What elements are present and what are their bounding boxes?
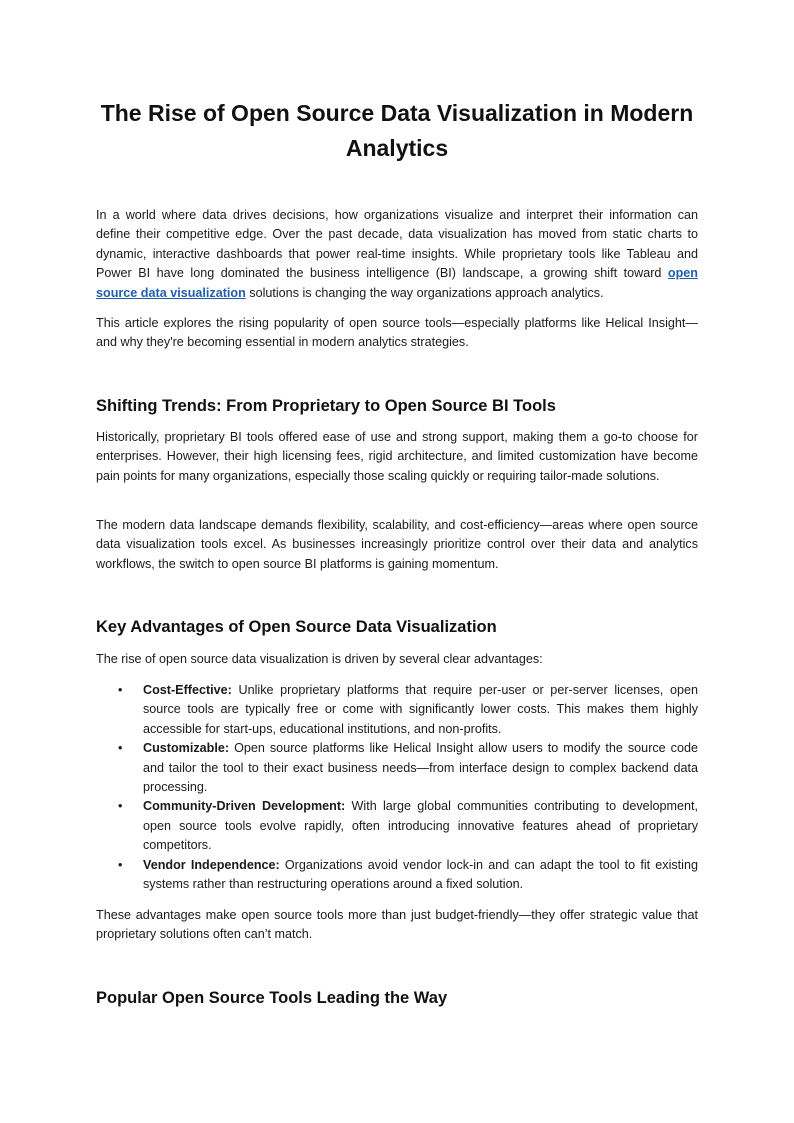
section1-p2-text: The modern data landscape demands flexibility, scalability, and cost-efficiency—areas where open source data visualization tools excel. As businesses increasingly prioritize control over their data and analytics workflows, the switch to open source BI platforms is gaining momentum. [96, 518, 698, 571]
list-item [96, 856, 698, 895]
section1-paragraph-1 [96, 428, 698, 486]
section2-outro [96, 906, 698, 945]
open-source-data-visualization-link[interactable]: open source data visualization [96, 266, 698, 300]
bullet-text: With large global communities contributing to development, open source tools evolve rapidly, often introducing innovative features ahead of proprietary competitors. [143, 799, 698, 853]
advantages-list [96, 681, 698, 894]
bullet-icon: • [118, 799, 123, 814]
list-item [96, 797, 698, 855]
list-item [96, 681, 698, 739]
bullet-text: Open source platforms like Helical Insight allow users to modify the source code and tailor the tool to their exact business needs—from interface design to complex backend data processing. [143, 741, 698, 795]
bullet-term: Cost-Effective: [143, 683, 232, 697]
section-heading-key-advantages: Key Advantages of Open Source Data Visualization [96, 618, 497, 636]
bullet-term: Customizable: [143, 741, 230, 756]
list-item [96, 739, 698, 797]
page-title: The Rise of Open Source Data Visualization in Modern Analytics [100, 100, 694, 161]
section1-paragraph-2 [96, 516, 698, 574]
section-heading-shifting-trends: Shifting Trends: From Proprietary to Open Source BI Tools [96, 397, 556, 415]
section2-intro-text: The rise of open source data visualization is driven by several clear advantages: [96, 652, 543, 666]
bullet-term: Vendor Independence: [143, 857, 280, 872]
intro-paragraph-1 [96, 206, 698, 303]
section2-intro [96, 650, 698, 669]
bullet-term: Community-Driven Development: [143, 799, 346, 814]
intro-text: In a world where data drives decisions, how organizations visualize and interpret their information can define their competitive edge. Over the past decade, data visualization has moved from static charts to dynamic, interactive dashboards that power real-time insights. While proprietary tools like Tableau and Power BI have long dominated the business intelligence (BI) landscape, a growing shift toward [96, 208, 698, 281]
bullet-icon: • [118, 741, 123, 756]
section2-outro-text: These advantages make open source tools more than just budget-friendly—they offer strategic value that proprietary solutions often can’t match. [96, 908, 698, 942]
intro-text-after: solutions is changing the way organizations approach analytics. [245, 285, 604, 300]
intro-p2-text: This article explores the rising popularity of open source tools—especially platforms like Helical Insight—and why they're becoming essential in modern analytics strategies. [96, 316, 698, 350]
bullet-icon: • [118, 857, 123, 872]
bullet-text: Organizations avoid vendor lock-in and can adapt the tool to fit existing systems rather than restructuring operations around a fixed solution. [143, 857, 698, 892]
bullet-icon: • [118, 683, 123, 697]
intro-paragraph-2 [96, 314, 698, 353]
section1-p1-text: Historically, proprietary BI tools offered ease of use and strong support, making them a go-to choose for enterprises. However, their high licensing fees, rigid architecture, and limited customization have become pain points for many organizations, especially those scaling quickly or requiring tailor-made solutions. [96, 430, 698, 483]
bullet-text: Unlike proprietary platforms that require per-user or per-server licenses, open source tools are typically free or come with significantly lower costs. This makes them highly accessible for start-ups, educational institutions, and non-profits. [143, 683, 698, 736]
section-heading-popular-tools: Popular Open Source Tools Leading the Way [96, 989, 448, 1007]
